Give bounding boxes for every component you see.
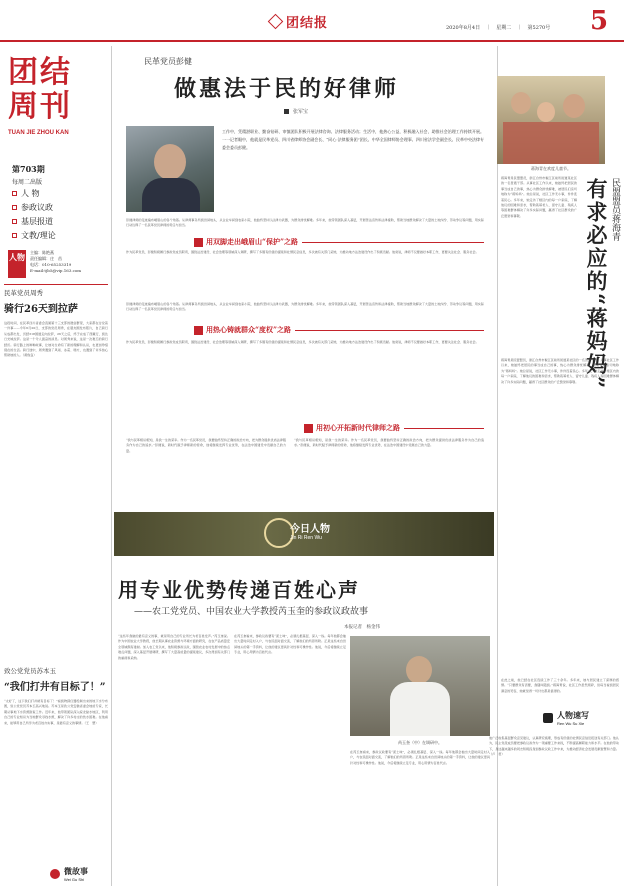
profile bbox=[489, 46, 624, 886]
feature2-headline: 用专业优势传递百姓心声 bbox=[118, 578, 360, 602]
feature2-photo-caption: 芮玉奎（中）在调研中。 bbox=[398, 740, 442, 745]
feature2-body-a: “这些年我做的最有意义的事，就是用自己的专业所长为老百姓发声。”芮玉奎说。作为中国农业大学教授，他长期从事农业资源与环境方面的研究，在农产品质量安全领域颇有建树。加入农工党以来，他积极参政议政，围绕农业农村发展中的热点难点问题，深入基层开展调研，撰写了大量高质量的提案建议，多次得到有关部门的重视和采纳。 bbox=[118, 634, 230, 660]
feature2-subhead: ——农工党党员、中国农业大学教授芮玉奎的参政议政故事 bbox=[134, 607, 369, 617]
feature1-subhead-3: 用初心开拓新时代律师之路 bbox=[304, 422, 484, 434]
feature1-body-c2: “我与民革相识相知，是我一生的荣幸。作为一名民革党员，我要始终坚持正确的政治方向，把为群众提供优质法律服务作为自己的追求。”彭健说，新时代赋予律师新的使命，他将继续发挥专业优势，在法治中国建设中贡献自己的力量。 bbox=[126, 438, 286, 453]
section-item[interactable]: 人 物 bbox=[12, 188, 102, 199]
people-band bbox=[114, 512, 494, 556]
section-list bbox=[12, 188, 102, 241]
editor-info: 主编：陈艳燕 责任编辑：庄 茁 电话：010-65253319 E-mail:tjb5@vip.163.com bbox=[30, 250, 82, 273]
story2-kicker: 致公党党员苏本玉 bbox=[4, 667, 56, 675]
wechat-story-label: 微故事 Wei Gu Shi bbox=[50, 866, 88, 882]
section-bullet-icon bbox=[12, 205, 17, 210]
byline-marker-icon bbox=[284, 109, 289, 114]
sketch-icon bbox=[543, 713, 553, 723]
brand-title: 团结周刊 bbox=[8, 55, 72, 124]
story1-body: 这段时间，在民革四川省委会直属第十三支部的微信群里，大家都在讨论着一件事——今年6月20日，支部的党员周秀，在朋友圈发布照片，自己骑行从成都出发，历经318国道走向拉萨，26天之后，终于完成了西藏行，到达日光城拉萨。这是一个令人振奋的消息。对周秀来说，这是一次难忘的骑行经历。骑行路上的种种故事，让她对生命有了新的理解和认识，也更加珍惜现在的生活。骑行途中，周秀遇到了风雨、冰雹、塌方，也遇到了许多热心帮助她的人。（黄俊良） bbox=[4, 321, 108, 358]
feature1 bbox=[114, 46, 494, 506]
issue-frequency: 每周二出版 bbox=[12, 179, 43, 186]
profile-body-top: 蒋海青是民盟盟员，浙江台州市椒江区前所街道某社区的一名普通干部。从事社区工作以来，她始终把居民的事当成自己的事，热心为群众排忧解难，被居民们亲切地称为“蒋妈妈”。她总是说，社区工作无小事，件件连着民心。多年来，她走访了辖区内的每一户家庭，了解他们的困难和需求，帮助孤寡老人、留守儿童、残疾人等困难群体解决了许多实际问题，赢得了社区群众的广泛赞誉和尊敬。 bbox=[501, 176, 577, 218]
page-number: 5 bbox=[590, 6, 609, 36]
vertical-divider bbox=[111, 46, 112, 886]
profile-title: 有求必应的“蒋妈妈” bbox=[584, 178, 609, 391]
feature1-lede: 工作中，凭精湛职业、勤奋钻研、审慎团队积极开展法律咨询、法律服务活动；生活中，他热心公益，积极融入社会，助推社会治理工作持续开展。一一记者眼中，他就是民革党员、四川省律师协会副会长、“同心·法律服务团”团长、中华全国律师协会理事、四川省法学会副会长、民革中央法律专委会委员彭健。 bbox=[222, 129, 484, 150]
sketch-column-label: 人物速写 Ren Wu Su Xie bbox=[543, 710, 589, 726]
feature1-headline: 做惠法于民的好律师 bbox=[174, 76, 400, 102]
feature1-body-a2: 彭健律师的足迹遍布峨眉山的各个角落。从律师事务所到田间地头，从企业车间到农家小院，他始终坚持以法律为武器，为群众排忧解难。多年来，他带领团队深入基层，开展普法宣传和法律援助，帮助当地群众解决了大量的土地纠纷、劳动争议等问题，用实际行动诠释了一名民革党员律师的责任与担当。 bbox=[126, 302, 484, 312]
section-item[interactable]: 文教/理论 bbox=[12, 230, 102, 241]
column-badge: 人物 bbox=[8, 250, 26, 278]
issue-date: 2020年8月4日 bbox=[446, 25, 481, 31]
feature1-body-b: 作为民革党员，彭健积极履行参政党成员职责，围绕法治建设、社会治理等领域深入调研，撰写了多篇有价值的提案和社情民意信息，多次被有关部门采纳，为推动地方法治建设作出了积极贡献。他常说，律师不仅要做好本职工作，更要关注社会、服务社会。 bbox=[126, 250, 479, 254]
section-bullet-icon bbox=[12, 219, 17, 224]
story2 bbox=[4, 666, 108, 849]
brand-block bbox=[4, 52, 104, 162]
feature2-photo bbox=[350, 636, 490, 736]
feature1-subhead-1: 用双脚走出峨眉山“保护”之路 bbox=[194, 236, 484, 248]
section-item[interactable]: 基层报道 bbox=[12, 216, 102, 227]
left-column bbox=[0, 46, 110, 890]
feature1-kicker: 民革党员彭健 bbox=[144, 57, 192, 66]
issue-box bbox=[12, 164, 102, 186]
feature1-body-c: “我与民革相识相知，是我一生的荣幸。作为一名民革党员，我要始终坚持正确的政治方向，把为群众提供优质法律服务作为自己的追求。”彭健说，新时代赋予律师新的使命，他将继续发挥专业优势，在法治中国建设中贡献自己的力量。 bbox=[294, 438, 484, 448]
section-bullet-icon bbox=[12, 233, 17, 238]
profile-kicker: 民盟盟员蒋海青 bbox=[610, 178, 620, 241]
feature2-body-b: 在芮玉奎看来，参政议政要有“泥土味”，必须扎根基层、深入一线。每年他都会抽出大量时间走村入户，与农民面对面交流，了解他们的所思所盼。正是这些来自田间地头的第一手资料，让他的建议更具针对性和可操作性。他说，今后将继续立足专业，用心用情为百姓代言。 bbox=[234, 634, 346, 655]
band-label: 今日人物 Jin Ri Ren Wu bbox=[290, 524, 330, 541]
story1 bbox=[4, 288, 108, 611]
feature1-portrait bbox=[126, 126, 214, 212]
story1-title: 骑行26天到拉萨 bbox=[4, 304, 78, 315]
issue-number: 第5270号 bbox=[527, 25, 551, 31]
profile-photo-caption: 蒋海青在欢度儿童节。 bbox=[531, 166, 571, 171]
feature2 bbox=[114, 560, 494, 886]
profile-photo bbox=[497, 76, 605, 164]
feature1-body-b2: 作为民革党员，彭健积极履行参政党成员职责，围绕法治建设、社会治理等领域深入调研，撰写了多篇有价值的提案和社情民意信息，多次被有关部门采纳，为推动地方法治建设作出了积极贡献。他常说，律师不仅要做好本职工作，更要关注社会、服务社会。 bbox=[126, 340, 479, 344]
right-bottom-body: 在此之前，他已经在社区连续工作了三十余年。多年来，她与居民建立了深厚的感情。“只要群众有需要，我随叫随到。”蒋海青说，社区工作虽然琐碎，但每当看到居民满意的笑容，她就觉得一切付出都是值得的。 bbox=[501, 678, 619, 693]
brand-pinyin: TUAN JIE ZHOU KAN bbox=[8, 130, 69, 136]
story2-title: “我们打井有目标了！” bbox=[4, 682, 106, 693]
profile-body: 蒋海青是民盟盟员，浙江台州市椒江区前所街道某社区的一名普通干部。从事社区工作以来，她始终把居民的事当成自己的事，热心为群众排忧解难，被居民们亲切地称为“蒋妈妈”。她总是说，社区工作无小事，件件连着民心。多年来，她走访了辖区内的每一户家庭，了解他们的困难和需求，帮助孤寡老人、留守儿童、残疾人等困难群体解决了许多实际问题，赢得了社区群众的广泛赞誉和尊敬。 bbox=[501, 358, 619, 384]
feature2-byline: 本报记者 杨金伟 bbox=[344, 625, 380, 630]
wechat-icon bbox=[50, 869, 60, 879]
feature1-byline: 张军宝 bbox=[284, 108, 308, 115]
masthead-meta: 2020年8月4日 ｜ 星期二 ｜ 第5270号 bbox=[446, 25, 551, 31]
left-divider bbox=[4, 284, 108, 285]
story1-kicker: 民革党员周秀 bbox=[4, 289, 43, 297]
feature1-body-a: 彭健律师的足迹遍布峨眉山的各个角落。从律师事务所到田间地头，从企业车间到农家小院，他始终坚持以法律为武器，为群众排忧解难。多年来，他带领团队深入基层，开展普法宣传和法律援助，帮助当地群众解决了大量的土地纠纷、劳动争议等问题，用实际行动诠释了一名民革党员律师的责任与担当。 bbox=[126, 218, 484, 228]
masthead-logo: 团结报 bbox=[264, 12, 334, 30]
masthead-rule bbox=[0, 40, 624, 42]
issue-no: 第703期 bbox=[12, 164, 45, 174]
masthead bbox=[0, 0, 624, 42]
section-item[interactable]: 参政议政 bbox=[12, 202, 102, 213]
section-bullet-icon bbox=[12, 191, 17, 196]
feature1-subhead-2: 用热心铸就群众“度权”之路 bbox=[194, 324, 484, 336]
sketch-body: 他广泛收集基层群众意见建议，认真研究梳理，形成有价值的社情民意信息报送有关部门。他认为，民主党派成员要把参政议政作为一项重要工作来抓，不断提高履职能力和水平。在他的带动下，身边越来越多的同志积极投身到参政议政工作中来，为推动经济社会发展贡献智慧和力量。（卢 君） bbox=[489, 736, 619, 757]
feature2-body-c: 在芮玉奎看来，参政议政要有“泥土味”，必须扎根基层、深入一线。每年他都会抽出大量时间走村入户，与农民面对面交流，了解他们的所思所盼。正是这些来自田间地头的第一手资料，让他的建议更具针对性和可操作性。他说，今后将继续立足专业，用心用情为百姓代言。 bbox=[350, 750, 490, 765]
issue-weekday: 星期二 bbox=[496, 25, 512, 31]
story2-body: “太好了，这下我们打井就有目标了！”看到物探仪器绘制出来的地下水分布图，致公党党员苏本玉高兴地说。苏本玉是致公党安徽省委会地质专家，长期从事地下水资源勘查工作。近年来，他带领团队深入皖北缺水地区，利用自己的专业知识为当地群众寻找水源，解决了许多村庄的饮水困难。在他看来，能够用自己所学为老百姓办实事，是最有意义的事情。（王 慧） bbox=[4, 699, 108, 725]
